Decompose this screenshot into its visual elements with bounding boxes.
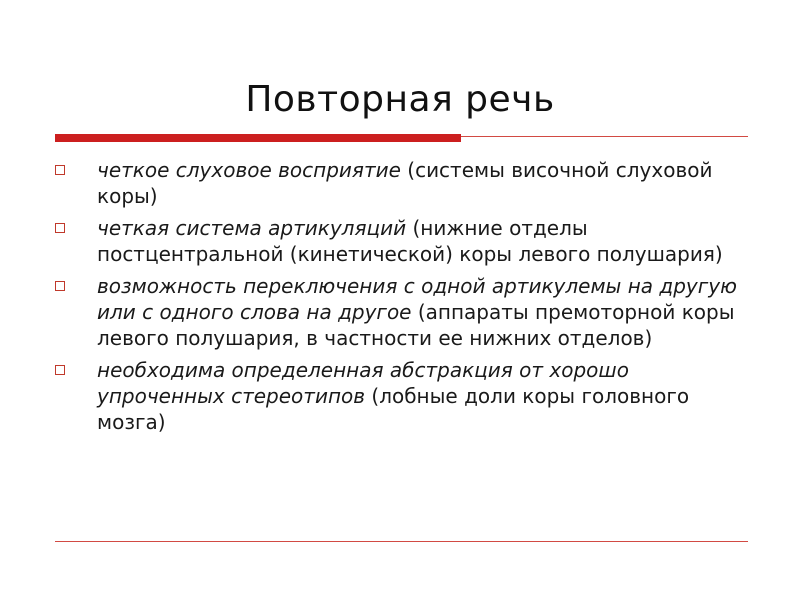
item-detail: (аппараты премоторной коры левого полушария, в частности ее нижних отделов) bbox=[97, 300, 735, 350]
list-item bbox=[55, 157, 755, 209]
list-item bbox=[55, 357, 755, 435]
title-underline-accent bbox=[55, 134, 461, 142]
slide-title: Повторная речь bbox=[245, 79, 555, 120]
bullet-list bbox=[55, 157, 755, 441]
list-item bbox=[55, 215, 755, 267]
square-bullet-icon bbox=[55, 365, 65, 375]
square-bullet-icon bbox=[55, 281, 65, 291]
item-detail: (нижние отделы постцентральной (кинетической) коры левого полушария) bbox=[97, 216, 723, 266]
item-term: необходима определенная абстракция от хорошо упроченных стереотипов bbox=[97, 358, 629, 408]
square-bullet-icon bbox=[55, 223, 65, 233]
item-detail: (лобные доли коры головного мозга) bbox=[97, 384, 690, 434]
item-term: четкая система артикуляций bbox=[97, 216, 407, 240]
item-detail: (системы височной слуховой коры) bbox=[97, 158, 713, 208]
list-item bbox=[55, 273, 755, 351]
item-term: четкое слуховое восприятие bbox=[97, 158, 401, 182]
item-term: возможность переключения с одной артикулемы на другую или с одного слова на другое bbox=[97, 274, 737, 324]
footer-rule bbox=[55, 541, 748, 542]
square-bullet-icon bbox=[55, 165, 65, 175]
